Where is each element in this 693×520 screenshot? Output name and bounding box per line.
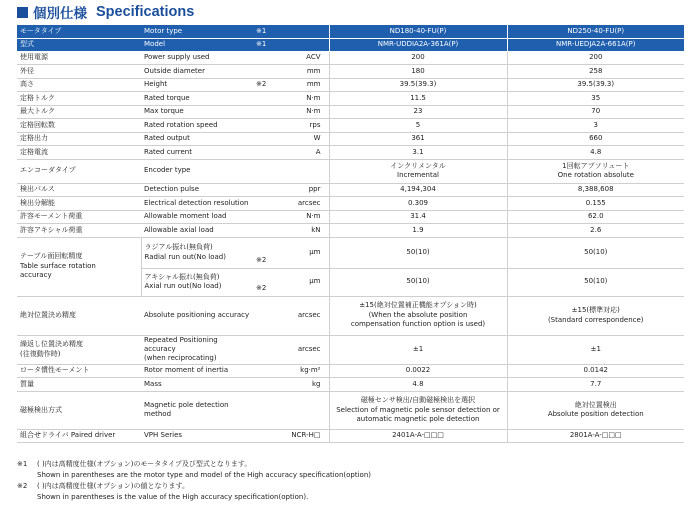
row-label-jp: 定格回転数 xyxy=(17,119,141,133)
table-row xyxy=(17,197,684,211)
row-label-en: Allowable moment load xyxy=(141,210,254,224)
row-label-jp: 外径 xyxy=(17,65,141,79)
row-note: ※2 xyxy=(254,78,282,92)
row-unit: arcsec xyxy=(282,335,329,364)
row-label-jp: 許容アキシャル荷重 xyxy=(17,224,141,238)
value-nd250: 0.155 xyxy=(507,197,684,211)
table-row xyxy=(17,210,684,224)
label-line: テーブル面回転精度 xyxy=(20,252,83,261)
row-label-en: Allowable axial load xyxy=(141,224,254,238)
value-nd180 xyxy=(329,391,507,429)
value-line: 絶対位置検出 xyxy=(574,400,617,409)
row-note xyxy=(254,92,282,106)
value-nd180: 4,194,304 xyxy=(329,183,507,197)
value-nd180: 361 xyxy=(329,132,507,146)
label-line: アキシャル振れ(無負荷) xyxy=(144,272,220,281)
row-label-jp: ロータ慣性モーメント xyxy=(17,364,141,378)
table-row xyxy=(17,105,684,119)
value-line: Incremental xyxy=(397,171,439,179)
value-nd180: 5 xyxy=(329,119,507,133)
row-label-en: Motor type xyxy=(141,25,254,38)
row-note xyxy=(254,105,282,119)
table-row xyxy=(17,429,684,443)
row-label-en: Max torque xyxy=(141,105,254,119)
row-label-jp: 最大トルク xyxy=(17,105,141,119)
table-row xyxy=(17,183,684,197)
row-note xyxy=(254,210,282,224)
value-nd180: ±1 xyxy=(329,335,507,364)
table-row xyxy=(17,51,684,65)
value-nd250: 62.0 xyxy=(507,210,684,224)
label-line: Repeated Positioning accuracy xyxy=(144,335,218,353)
row-label-axial xyxy=(141,268,254,296)
row-label-en: Power supply used xyxy=(141,51,254,65)
footnote-mark: ※1 xyxy=(17,460,28,468)
row-label-jp: 検出分解能 xyxy=(17,197,141,211)
table-row xyxy=(17,237,684,268)
table-row xyxy=(17,78,684,92)
label-line: (往復動作時) xyxy=(20,349,61,358)
footnote xyxy=(17,459,371,470)
value-nd180: 39.5(39.3) xyxy=(329,78,507,92)
row-note xyxy=(254,364,282,378)
value-nd250: 8,388,608 xyxy=(507,183,684,197)
value-nd180: NMR-UDDIA2A-361A(P) xyxy=(329,38,507,51)
row-note xyxy=(254,224,282,238)
row-unit: arcsec xyxy=(282,296,329,335)
row-unit: A xyxy=(282,146,329,160)
table-row xyxy=(17,65,684,79)
value-nd180: ND180-40-FU(P) xyxy=(329,25,507,38)
footnote-text-en: Shown in parentheses is the value of the High accuracy specification(option). xyxy=(37,492,309,501)
value-line: (Standard correspondence) xyxy=(547,315,644,324)
row-label-jp xyxy=(17,335,141,364)
table-row xyxy=(17,146,684,160)
label-line: ラジアル振れ(無負荷) xyxy=(144,243,213,252)
row-unit: mm xyxy=(282,78,329,92)
row-label-jp: 高さ xyxy=(17,78,141,92)
row-note xyxy=(254,197,282,211)
value-nd250: 50(10) xyxy=(507,237,684,268)
value-nd180 xyxy=(329,159,507,183)
row-label-en: Rotor moment of inertia xyxy=(141,364,254,378)
footnote-mark: ※2 xyxy=(17,481,28,490)
footnotes xyxy=(17,459,371,502)
row-label-en: Rated output xyxy=(141,132,254,146)
value-nd180: 1.9 xyxy=(329,224,507,238)
value-nd250: 2801A-A-□□□ xyxy=(507,429,684,443)
value-line: Selection of magnetic pole sensor detection or xyxy=(336,405,500,414)
row-unit: N·m xyxy=(282,105,329,119)
spec-table xyxy=(17,25,684,443)
row-note xyxy=(254,51,282,65)
row-note xyxy=(254,65,282,79)
value-nd180: 11.5 xyxy=(329,92,507,106)
value-nd180: 200 xyxy=(329,51,507,65)
row-note xyxy=(254,146,282,160)
value-nd250: NMR-UEDJA2A-661A(P) xyxy=(507,38,684,51)
row-label-jp: 絶対位置決め精度 xyxy=(17,296,141,335)
row-unit: μm xyxy=(282,237,329,268)
row-unit: ppr xyxy=(282,183,329,197)
label-line: 繰返し位置決め精度 xyxy=(20,340,83,349)
value-line: 1回転アブソリュート xyxy=(562,161,630,170)
value-nd180: 23 xyxy=(329,105,507,119)
row-label-jp: エンコーダタイプ xyxy=(17,159,141,183)
page-title xyxy=(17,2,194,22)
row-label-table-surface xyxy=(17,237,141,296)
value-nd250: 258 xyxy=(507,65,684,79)
row-unit xyxy=(282,25,329,38)
label-line: Radial run out(No load) xyxy=(144,252,226,261)
row-note xyxy=(254,378,282,392)
value-nd250: 50(10) xyxy=(507,268,684,296)
row-label-en: Rated rotation speed xyxy=(141,119,254,133)
title-jp: 個別仕様 xyxy=(33,6,87,22)
value-line: One rotation absolute xyxy=(557,171,634,179)
value-nd180: 50(10) xyxy=(329,268,507,296)
row-label-radial xyxy=(141,237,254,268)
title-square-icon xyxy=(17,7,28,18)
row-label-en xyxy=(141,335,254,364)
value-nd250: 0.0142 xyxy=(507,364,684,378)
row-unit: N·m xyxy=(282,92,329,106)
value-nd180 xyxy=(329,296,507,335)
table-row xyxy=(17,92,684,106)
row-unit xyxy=(282,38,329,51)
row-note: ※2 xyxy=(254,268,282,296)
value-nd250: 2.6 xyxy=(507,224,684,238)
value-nd250: 70 xyxy=(507,105,684,119)
value-nd180: 50(10) xyxy=(329,237,507,268)
label-line: accuracy xyxy=(20,271,52,280)
table-row xyxy=(17,296,684,335)
row-unit: kg·m² xyxy=(282,364,329,378)
value-line: 磁極センサ検出/自動磁極検出を選択 xyxy=(360,396,476,405)
value-nd250: ±1 xyxy=(507,335,684,364)
row-unit: N·m xyxy=(282,210,329,224)
row-note: ※1 xyxy=(254,25,282,38)
value-line: automatic magnetic pole detection xyxy=(356,415,480,424)
row-label-jp: 定格出力 xyxy=(17,132,141,146)
row-label-en: Encoder type xyxy=(141,159,254,183)
row-label-jp: 使用電源 xyxy=(17,51,141,65)
table-row xyxy=(17,364,684,378)
row-unit: rps xyxy=(282,119,329,133)
value-nd250: 35 xyxy=(507,92,684,106)
row-label-en: Model xyxy=(141,38,254,51)
row-label-en: Mass xyxy=(141,378,254,392)
row-unit: NCR-H□ xyxy=(254,429,329,443)
value-nd180: 180 xyxy=(329,65,507,79)
row-label-en: Detection pulse xyxy=(141,183,254,197)
value-nd180: 3.1 xyxy=(329,146,507,160)
table-row xyxy=(17,119,684,133)
row-label-jp: 型式 xyxy=(17,38,141,51)
value-nd250: 7.7 xyxy=(507,378,684,392)
row-unit: mm xyxy=(282,65,329,79)
row-label-jp: 組合せドライバ Paired driver xyxy=(17,429,141,443)
footnote-text-en: Shown in parentheses are the motor type and model of the High accuracy specification(option) xyxy=(37,470,371,479)
row-label-en: Outside diameter xyxy=(141,65,254,79)
row-label-jp: 検出パルス xyxy=(17,183,141,197)
row-unit: kN xyxy=(282,224,329,238)
value-line: (When the absolute position xyxy=(368,310,468,319)
footnote-text: ( )内は高精度仕様(オプション)のモータタイプ及び型式となります。 xyxy=(37,460,252,468)
value-line: ±15(標準対応) xyxy=(571,306,620,315)
value-nd180: 4.8 xyxy=(329,378,507,392)
value-nd250: 200 xyxy=(507,51,684,65)
value-line: compensation function option is used) xyxy=(350,320,486,329)
row-unit: arcsec xyxy=(282,197,329,211)
row-unit: kg xyxy=(282,378,329,392)
label-line: (when reciprocating) xyxy=(144,354,217,363)
value-nd250: 39.5(39.3) xyxy=(507,78,684,92)
row-label-en: Electrical detection resolution xyxy=(141,197,254,211)
table-row xyxy=(17,132,684,146)
label-line: Table surface rotation xyxy=(20,261,96,270)
table-row xyxy=(17,335,684,364)
value-nd250 xyxy=(507,391,684,429)
row-label-en: Rated current xyxy=(141,146,254,160)
row-label-jp: 定格トルク xyxy=(17,92,141,106)
row-note xyxy=(254,132,282,146)
row-unit: ACV xyxy=(282,51,329,65)
value-nd180: 0.309 xyxy=(329,197,507,211)
row-label-en: Height xyxy=(141,78,254,92)
table-row xyxy=(17,159,684,183)
table-row xyxy=(17,391,684,429)
value-line: ±15(絶対位置補正機能オプション時) xyxy=(359,301,477,310)
row-unit: W xyxy=(282,132,329,146)
row-note: ※1 xyxy=(254,38,282,51)
label-line: Axial run out(No load) xyxy=(144,282,222,290)
value-nd250 xyxy=(507,296,684,335)
table-row xyxy=(17,378,684,392)
row-label-en: VPH Series xyxy=(141,429,254,443)
row-note: ※2 xyxy=(254,237,282,268)
row-label-jp: 許容モーメント荷重 xyxy=(17,210,141,224)
row-note xyxy=(254,183,282,197)
row-label-en: Magnetic pole detection method xyxy=(141,391,254,429)
value-nd250: ND250-40-FU(P) xyxy=(507,25,684,38)
row-label-jp: 磁極検出方式 xyxy=(17,391,141,429)
row-label-en: Rated torque xyxy=(141,92,254,106)
row-label-jp: 定格電流 xyxy=(17,146,141,160)
row-label-jp: 質量 xyxy=(17,378,141,392)
footnote-text: ( )内は高精度仕様(オプション)の値となります。 xyxy=(37,481,189,490)
row-label-jp: モータタイプ xyxy=(17,25,141,38)
value-nd180: 0.0022 xyxy=(329,364,507,378)
row-unit: μm xyxy=(282,268,329,296)
value-nd250: 3 xyxy=(507,119,684,133)
value-nd250: 660 xyxy=(507,132,684,146)
value-line: Absolute position detection xyxy=(547,410,644,419)
value-nd180: 31.4 xyxy=(329,210,507,224)
value-nd180: 2401A-A-□□□ xyxy=(329,429,507,443)
value-nd250: 4.8 xyxy=(507,146,684,160)
table-row xyxy=(17,25,684,38)
table-row xyxy=(17,38,684,51)
row-label-en: Absolute positioning accuracy xyxy=(141,296,254,335)
value-line: インクリメンタル xyxy=(390,161,446,170)
footnote xyxy=(17,481,371,492)
row-note xyxy=(254,119,282,133)
table-row xyxy=(17,224,684,238)
title-en: Specifications xyxy=(96,4,195,20)
value-nd250 xyxy=(507,159,684,183)
